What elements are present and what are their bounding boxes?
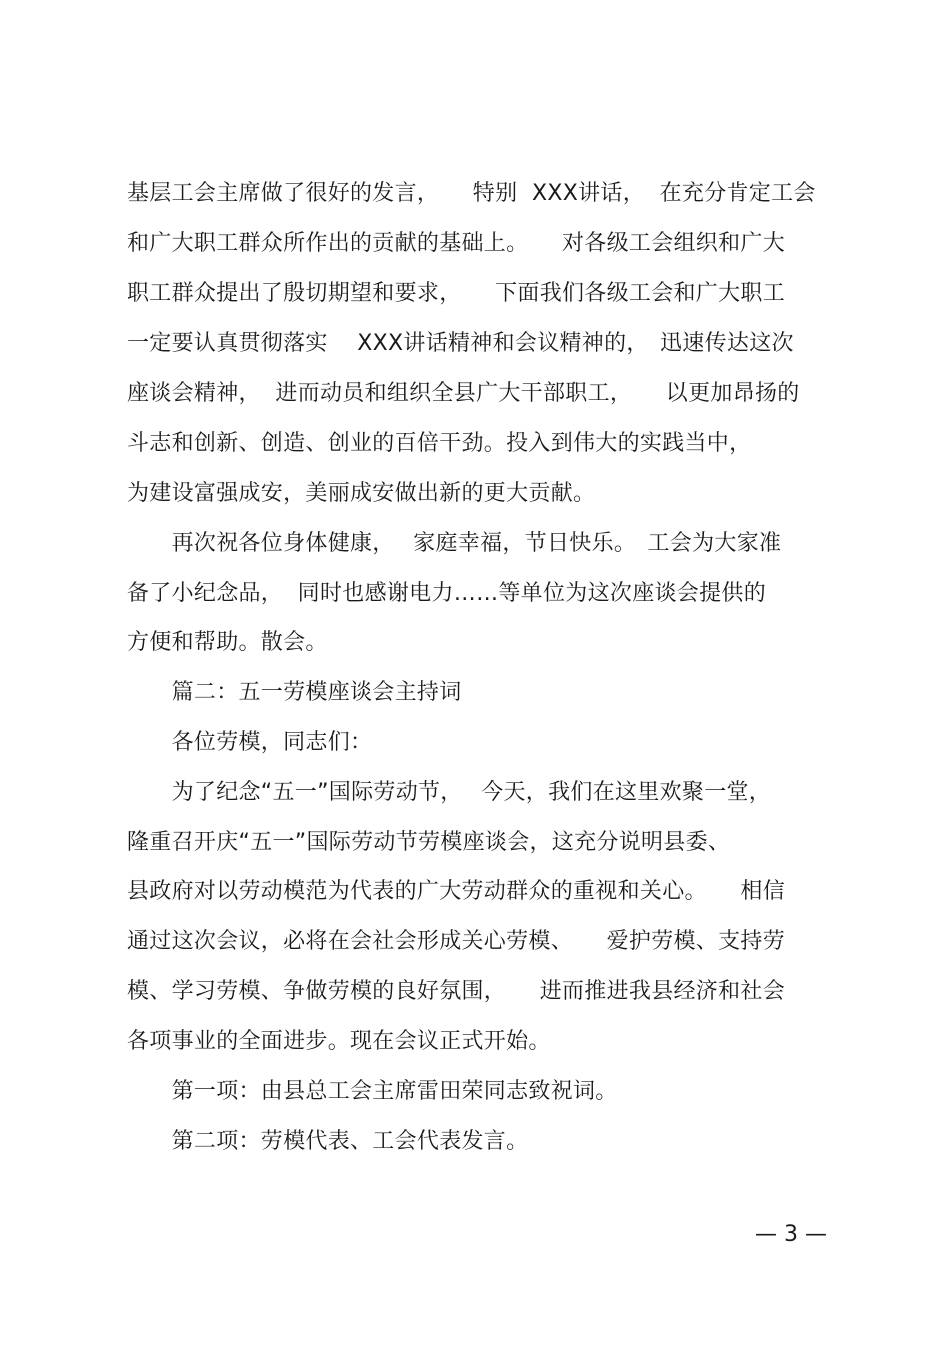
salutation: 各位劳模，同志们： bbox=[127, 730, 373, 755]
section-heading: 篇二：五一劳模座谈会主持词 bbox=[127, 680, 462, 705]
text-line: 座谈会精神， 进而动员和组织全县广大干部职工， 以更加昂扬的 bbox=[127, 381, 800, 406]
text-line: 备了小纪念品， 同时也感谢电力……等单位为这次座谈会提供的 bbox=[127, 581, 766, 606]
text-line: 再次祝各位身体健康， 家庭幸福，节日快乐。 工会为大家准 bbox=[127, 531, 782, 556]
text-line: 基层工会主席做了很好的发言， 特别 XXX讲话， 在充分肯定工会 bbox=[127, 181, 816, 206]
text-line: 职工群众提出了殷切期望和要求， 下面我们各级工会和广大职工 bbox=[127, 281, 786, 306]
text-line: 斗志和创新、创造、创业的百倍干劲。投入到伟大的实践当中， bbox=[127, 431, 752, 456]
text-line: 县政府对以劳动模范为代表的广大劳动群众的重视和关心。 相信 bbox=[127, 879, 786, 904]
agenda-item: 第二项：劳模代表、工会代表发言。 bbox=[127, 1129, 529, 1154]
text-line: 隆重召开庆“五一”国际劳动节劳模座谈会，这充分说明县委、 bbox=[127, 830, 731, 855]
text-line: 各项事业的全面进步。现在会议正式开始。 bbox=[127, 1029, 551, 1054]
text-line: 和广大职工群众所作出的贡献的基础上。 对各级工会组织和广大 bbox=[127, 231, 786, 256]
text-line: 一定要认真贯彻落实 XXX讲话精神和会议精神的， 迅速传达这次 bbox=[127, 331, 794, 356]
text-line: 通过这次会议，必将在会社会形成关心劳模、 爱护劳模、支持劳 bbox=[127, 929, 786, 954]
page-number: — 3 — bbox=[755, 1222, 827, 1247]
text-line: 为了纪念“五一”国际劳动节， 今天，我们在这里欢聚一堂， bbox=[127, 780, 772, 805]
agenda-item: 第一项：由县总工会主席雷田荣同志致祝词。 bbox=[127, 1079, 618, 1104]
text-line: 为建设富强成安，美丽成安做出新的更大贡献。 bbox=[127, 481, 596, 506]
text-line: 模、学习劳模、争做劳模的良好氛围， 进而推进我县经济和社会 bbox=[127, 979, 786, 1004]
text-line: 方便和帮助。散会。 bbox=[127, 630, 328, 655]
